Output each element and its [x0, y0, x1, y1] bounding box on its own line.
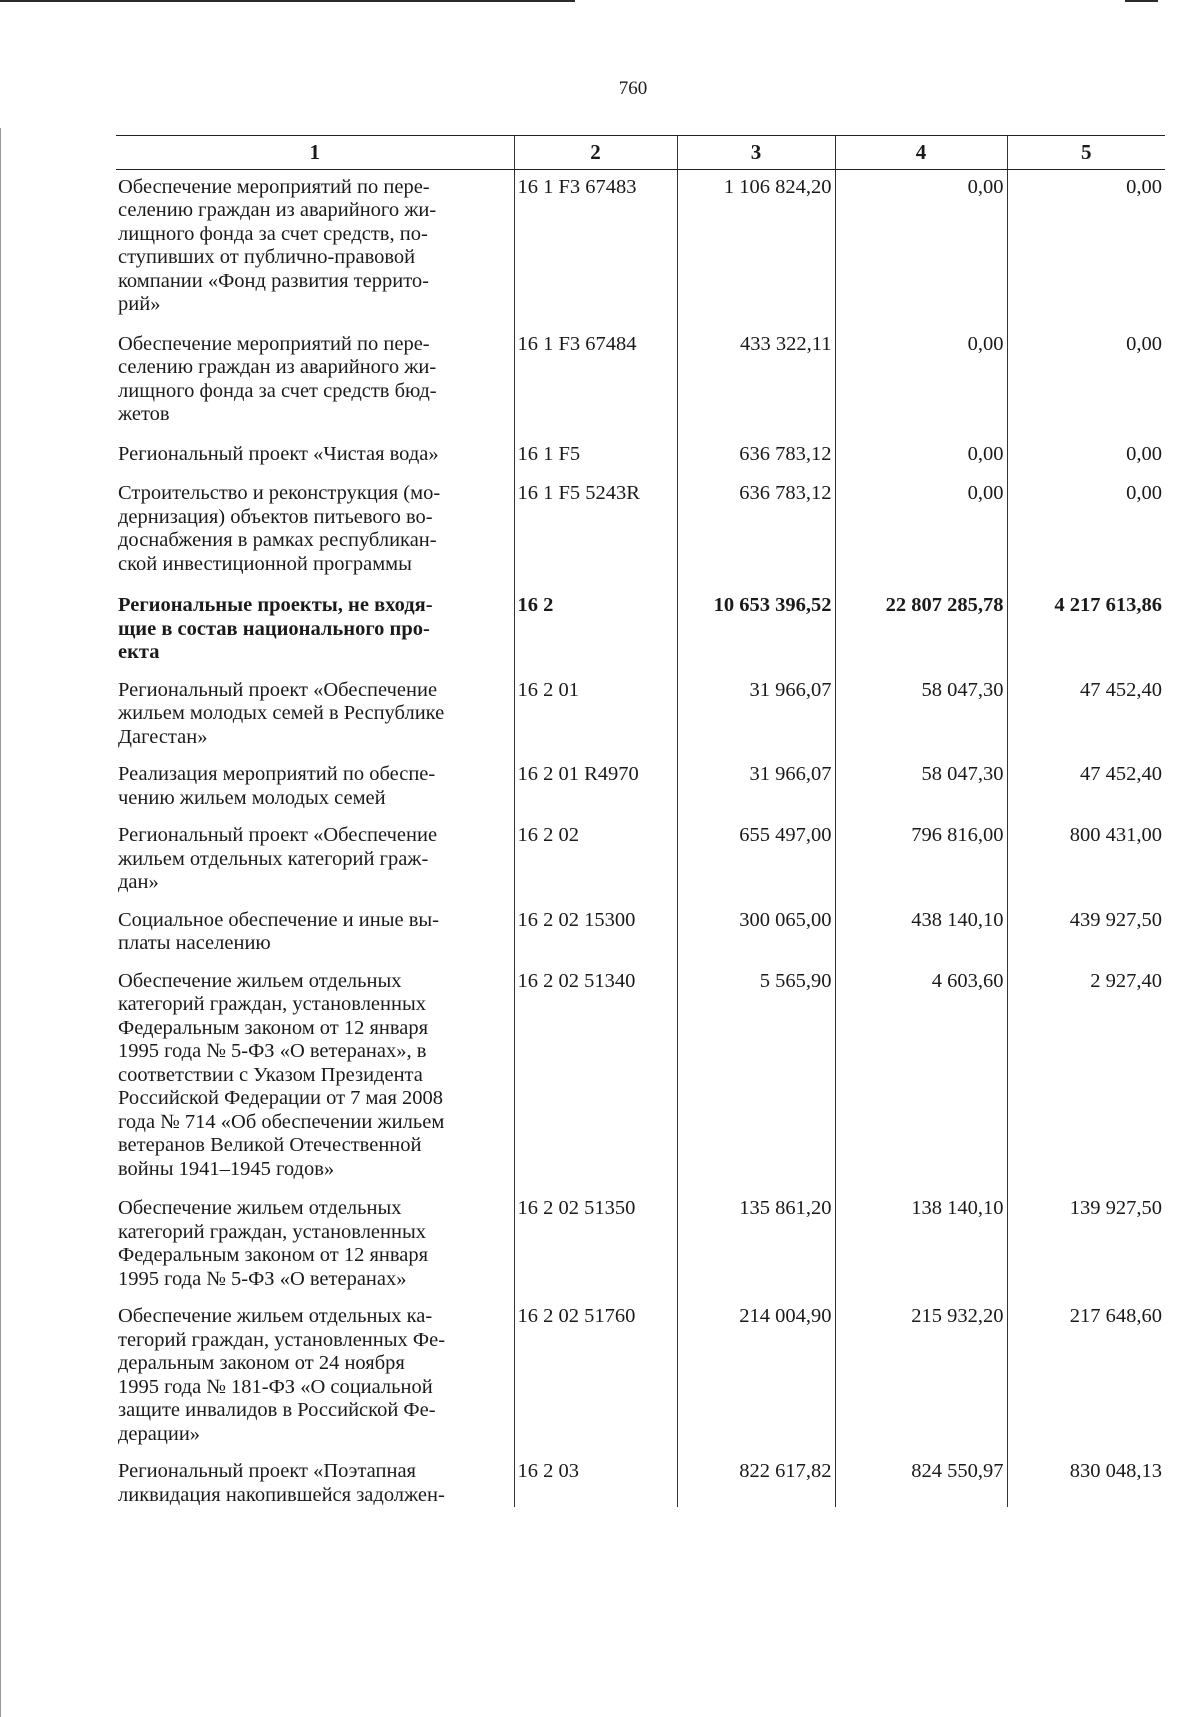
table-row	[116, 588, 1165, 665]
spacer-cell	[116, 749, 514, 757]
row-code: 16 2 02	[514, 818, 677, 895]
spacer-cell	[677, 1446, 835, 1454]
row-name: Региональный проект «Поэтапная ликвидация накопившейся задолжен-	[118, 1460, 445, 1506]
row-value-col-5: 800 431,00	[1007, 818, 1165, 895]
spacer-cell	[116, 1446, 514, 1454]
row-value-col-3: 655 497,00	[677, 818, 835, 895]
scan-border-top	[0, 0, 575, 2]
row-value-col-4: 138 140,10	[835, 1191, 1007, 1291]
spacer-cell	[677, 466, 835, 476]
table-row	[116, 964, 1165, 1182]
spacer-cell	[514, 956, 677, 964]
spacer-cell	[835, 1291, 1007, 1299]
row-name: Обеспечение жильем отдельных категорий граждан, установленных Федеральным законом от 12 января 1995 года № 5-ФЗ «О ветеранах»	[118, 1197, 429, 1290]
spacer-cell	[835, 427, 1007, 437]
row-code: 16 2	[514, 588, 677, 665]
row-value-col-4: 796 816,00	[835, 818, 1007, 895]
table-row	[116, 476, 1165, 576]
row-code: 16 2 02 15300	[514, 903, 677, 956]
spacer-cell	[514, 810, 677, 818]
spacer-cell	[116, 466, 514, 476]
spacer-cell	[835, 749, 1007, 757]
header-col-1: 1	[116, 136, 514, 170]
spacer-cell	[1007, 576, 1165, 588]
row-value-col-5: 47 452,40	[1007, 757, 1165, 810]
row-code: 16 2 03	[514, 1454, 677, 1507]
table-row	[116, 673, 1165, 750]
row-value-col-4: 0,00	[835, 476, 1007, 576]
scan-border-left	[0, 128, 1, 1717]
spacer-cell	[514, 317, 677, 327]
row-value-col-3: 636 783,12	[677, 437, 835, 467]
spacer-cell	[514, 576, 677, 588]
row-name: Обеспечение мероприятий по пере- селению граждан из аварийного жи- лищного фонда за счет средств бюд- жетов	[118, 332, 437, 425]
spacer-cell	[1007, 427, 1165, 437]
row-value-col-3: 5 565,90	[677, 964, 835, 1182]
spacer-cell	[677, 665, 835, 673]
spacer-cell	[677, 956, 835, 964]
row-spacer	[116, 1291, 1165, 1299]
spacer-cell	[677, 749, 835, 757]
row-value-col-5: 47 452,40	[1007, 673, 1165, 750]
spacer-cell	[116, 895, 514, 903]
spacer-cell	[835, 665, 1007, 673]
row-spacer	[116, 895, 1165, 903]
row-code: 16 2 01	[514, 673, 677, 750]
row-code: 16 2 02 51340	[514, 964, 677, 1182]
table-body	[116, 169, 1165, 1507]
row-code: 16 1 F3 67484	[514, 327, 677, 427]
row-value-col-5: 2 927,40	[1007, 964, 1165, 1182]
row-spacer	[116, 665, 1165, 673]
spacer-cell	[835, 810, 1007, 818]
spacer-cell	[835, 1446, 1007, 1454]
spacer-cell	[835, 895, 1007, 903]
spacer-cell	[116, 427, 514, 437]
row-value-col-5: 139 927,50	[1007, 1191, 1165, 1291]
row-value-col-4: 22 807 285,78	[835, 588, 1007, 665]
row-spacer	[116, 317, 1165, 327]
row-value-col-5: 217 648,60	[1007, 1299, 1165, 1446]
page-number: 760	[618, 78, 648, 99]
spacer-cell	[116, 1181, 514, 1191]
scan-border-top-right	[1125, 0, 1158, 2]
row-value-col-5: 0,00	[1007, 437, 1165, 467]
spacer-cell	[1007, 956, 1165, 964]
row-code: 16 1 F5	[514, 437, 677, 467]
table-row	[116, 757, 1165, 810]
spacer-cell	[835, 317, 1007, 327]
row-value-col-4: 0,00	[835, 169, 1007, 317]
spacer-cell	[677, 895, 835, 903]
row-code: 16 2 02 51350	[514, 1191, 677, 1291]
table-row	[116, 1191, 1165, 1291]
spacer-cell	[1007, 1446, 1165, 1454]
spacer-cell	[1007, 810, 1165, 818]
spacer-cell	[1007, 749, 1165, 757]
row-spacer	[116, 466, 1165, 476]
row-code: 16 2 01 R4970	[514, 757, 677, 810]
spacer-cell	[835, 956, 1007, 964]
row-value-col-4: 0,00	[835, 327, 1007, 427]
spacer-cell	[514, 1181, 677, 1191]
spacer-cell	[1007, 895, 1165, 903]
row-value-col-3: 10 653 396,52	[677, 588, 835, 665]
row-value-col-5: 830 048,13	[1007, 1454, 1165, 1507]
table-row	[116, 903, 1165, 956]
row-value-col-3: 822 617,82	[677, 1454, 835, 1507]
spacer-cell	[1007, 1291, 1165, 1299]
row-spacer	[116, 427, 1165, 437]
spacer-cell	[1007, 1181, 1165, 1191]
row-name: Обеспечение мероприятий по пере- селению граждан из аварийного жи- лищного фонда за счет средств, по- ступивших от публично-правовой компании «Фонд развития террито- рий»	[118, 175, 437, 315]
row-name: Обеспечение жильем отдельных ка- тегорий граждан, установленных Фе- деральным законом от 24 ноября 1995 года № 181-ФЗ «О социальной защите инвалидов в Российской Фе- дерации»	[118, 1305, 446, 1445]
row-value-col-3: 300 065,00	[677, 903, 835, 956]
row-value-col-3: 31 966,07	[677, 757, 835, 810]
row-name: Реализация мероприятий по обеспе- чению жильем молодых семей	[118, 763, 436, 809]
spacer-cell	[835, 466, 1007, 476]
row-value-col-3: 135 861,20	[677, 1191, 835, 1291]
header-col-3: 3	[677, 136, 835, 170]
row-value-col-5: 0,00	[1007, 169, 1165, 317]
row-value-col-3: 214 004,90	[677, 1299, 835, 1446]
spacer-cell	[514, 1291, 677, 1299]
spacer-cell	[677, 810, 835, 818]
row-name: Региональный проект «Чистая вода»	[118, 442, 439, 465]
table-row	[116, 1454, 1165, 1507]
spacer-cell	[116, 810, 514, 818]
spacer-cell	[116, 956, 514, 964]
row-value-col-5: 4 217 613,86	[1007, 588, 1165, 665]
row-name: Социальное обеспечение и иные вы- платы населению	[118, 908, 439, 954]
spacer-cell	[116, 317, 514, 327]
row-name: Строительство и реконструкция (мо- дернизация) объектов питьевого во- доснабжения в рамках республикан- ской инвестиционной программы	[118, 482, 441, 575]
row-value-col-3: 433 322,11	[677, 327, 835, 427]
spacer-cell	[116, 1291, 514, 1299]
row-spacer	[116, 576, 1165, 588]
spacer-cell	[677, 1291, 835, 1299]
row-value-col-4: 0,00	[835, 437, 1007, 467]
row-code: 16 2 02 51760	[514, 1299, 677, 1446]
spacer-cell	[116, 665, 514, 673]
row-spacer	[116, 749, 1165, 757]
row-value-col-3: 636 783,12	[677, 476, 835, 576]
row-value-col-5: 0,00	[1007, 476, 1165, 576]
row-value-col-4: 824 550,97	[835, 1454, 1007, 1507]
row-code: 16 1 F5 5243R	[514, 476, 677, 576]
spacer-cell	[677, 317, 835, 327]
row-name: Обеспечение жильем отдельных категорий граждан, установленных Федеральным законом от 12 января 1995 года № 5-ФЗ «О ветеранах», в соответствии с Указом Президента Российской Федерации от 7 мая 2008 года № 714 «Об обеспечении жильем ветеранов Великой Отечественной войны 1941–1945 годов»	[118, 969, 445, 1180]
row-value-col-3: 31 966,07	[677, 673, 835, 750]
row-value-col-4: 215 932,20	[835, 1299, 1007, 1446]
row-spacer	[116, 1181, 1165, 1191]
spacer-cell	[677, 427, 835, 437]
spacer-cell	[514, 665, 677, 673]
row-spacer	[116, 1446, 1165, 1454]
table-row	[116, 327, 1165, 427]
row-value-col-4: 4 603,60	[835, 964, 1007, 1182]
row-value-col-5: 439 927,50	[1007, 903, 1165, 956]
spacer-cell	[677, 1181, 835, 1191]
row-value-col-5: 0,00	[1007, 327, 1165, 427]
spacer-cell	[835, 1181, 1007, 1191]
spacer-cell	[1007, 665, 1165, 673]
spacer-cell	[514, 466, 677, 476]
table-row	[116, 169, 1165, 317]
spacer-cell	[514, 427, 677, 437]
row-name: Региональный проект «Обеспечение жильем молодых семей в Республике Дагестан»	[118, 678, 445, 748]
row-value-col-4: 58 047,30	[835, 673, 1007, 750]
header-col-4: 4	[835, 136, 1007, 170]
spacer-cell	[835, 576, 1007, 588]
row-spacer	[116, 956, 1165, 964]
row-value-col-4: 438 140,10	[835, 903, 1007, 956]
spacer-cell	[514, 895, 677, 903]
row-value-col-4: 58 047,30	[835, 757, 1007, 810]
row-code: 16 1 F3 67483	[514, 169, 677, 317]
budget-table	[116, 135, 1165, 1507]
spacer-cell	[116, 576, 514, 588]
row-name: Региональный проект «Обеспечение жильем отдельных категорий граж- дан»	[118, 824, 438, 893]
row-spacer	[116, 810, 1165, 818]
spacer-cell	[1007, 466, 1165, 476]
header-col-2: 2	[514, 136, 677, 170]
row-value-col-3: 1 106 824,20	[677, 169, 835, 317]
table-row	[116, 1299, 1165, 1446]
row-name: Региональные проекты, не входя- щие в состав национального про- екта	[118, 594, 433, 663]
spacer-cell	[677, 576, 835, 588]
spacer-cell	[1007, 317, 1165, 327]
header-col-5: 5	[1007, 136, 1165, 170]
table-row	[116, 818, 1165, 895]
table-row	[116, 437, 1165, 467]
spacer-cell	[514, 749, 677, 757]
spacer-cell	[514, 1446, 677, 1454]
table-header-row	[116, 136, 1165, 170]
